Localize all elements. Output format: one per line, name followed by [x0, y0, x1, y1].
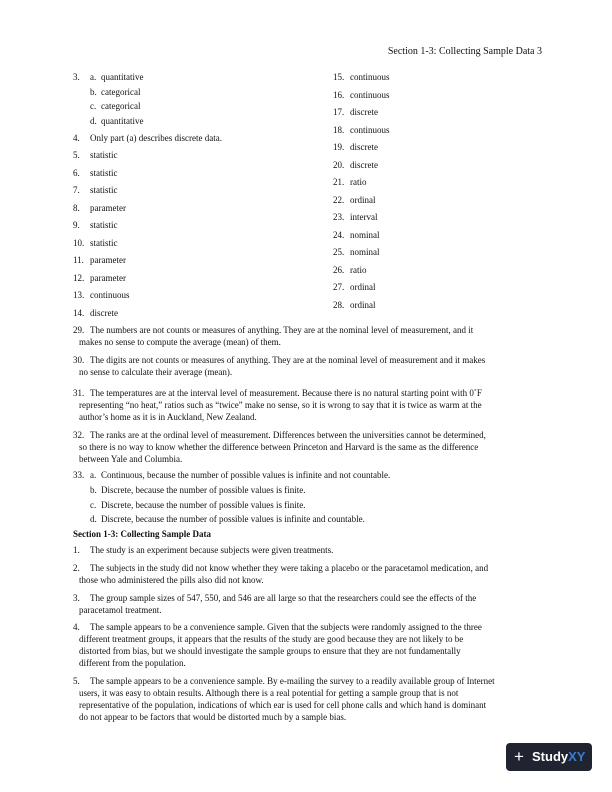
item-number: 15. [333, 72, 345, 82]
item-number: 33. [73, 470, 85, 480]
part-letter: d. [90, 514, 97, 524]
item-number: 16. [333, 90, 345, 100]
studyxy-logo [506, 743, 592, 771]
part-letter: c. [90, 101, 97, 111]
item-text: parameter [90, 255, 126, 265]
item-number: 19. [333, 142, 345, 152]
item-text: discrete [90, 308, 118, 318]
running-header: Section 1-3: Collecting Sample Data 3 [387, 46, 542, 57]
item-text: continuous [350, 72, 390, 82]
part-letter: a. [90, 470, 97, 480]
para-line: different from the population. [79, 658, 186, 668]
item-number: 5. [73, 676, 80, 686]
item-text: ratio [350, 265, 367, 275]
item-text: parameter [90, 273, 126, 283]
para-line: representative of the population, indications of which ear is used for cell phone calls and which hand is dominant [79, 700, 487, 710]
para-line: representing “no heat,” ratios such as “twice” make no sense, so it is wrong to say that it is twice as warm at the [79, 400, 482, 410]
item-number: 6. [73, 168, 80, 178]
para-line: makes no sense to compute the average (mean) of them. [79, 337, 281, 347]
para-line: no sense to calculate their average (mean). [79, 367, 233, 377]
para-line: The sample appears to be a convenience sample. By e-mailing the survey to a readily available group of Internet [90, 676, 495, 686]
para-line: paracetamol treatment. [79, 605, 162, 615]
item-number: 2. [73, 563, 80, 573]
item-number: 17. [333, 107, 345, 117]
item-number: 20. [333, 160, 345, 170]
item-text: parameter [90, 203, 126, 213]
item-number: 30. [73, 355, 85, 365]
part-text: Discrete, because the number of possible values is infinite and countable. [101, 514, 365, 524]
item-number: 8. [73, 203, 80, 213]
item-number: 18. [333, 125, 345, 135]
logo-text [532, 743, 585, 771]
item-text: interval [350, 212, 378, 222]
para-line: do not appear to be factors that would be distorted much by a sample bias. [79, 712, 347, 722]
section-title: Section 1-3: Collecting Sample Data [73, 529, 211, 539]
item-number: 13. [73, 290, 85, 300]
item-text: ordinal [350, 195, 376, 205]
part-text: Discrete, because the number of possible values is finite. [101, 500, 306, 510]
para-line: users, it was easy to obtain results. Although there is a real potential for getting a sample group that is not [79, 688, 459, 698]
para-line: The digits are not counts or measures of anything. They are at the nominal level of measurement and it makes [90, 355, 486, 365]
item-text: nominal [350, 230, 380, 240]
part-text: Continuous, because the number of possible values is infinite and not countable. [101, 470, 391, 480]
item-number: 10. [73, 238, 85, 248]
logo-accent: XY [568, 749, 586, 764]
logo-name: Study [532, 749, 569, 764]
para-line: so there is no way to know whether the difference between Princeton and Harvard is the same as the difference [79, 442, 479, 452]
item-number: 3. [73, 72, 80, 82]
item-number: 31. [73, 388, 85, 398]
item-number: 1. [73, 545, 80, 555]
part-text: categorical [101, 87, 141, 97]
item-text: discrete [350, 142, 378, 152]
para-line: The group sample sizes of 547, 550, and 546 are all large so that the researchers could see the effects of the [90, 593, 477, 603]
item-number: 24. [333, 230, 345, 240]
item-number: 3. [73, 593, 80, 603]
item-number: 26. [333, 265, 345, 275]
item-number: 4. [73, 133, 80, 143]
item-number: 32. [73, 430, 85, 440]
item-text: statistic [90, 150, 118, 160]
item-number: 14. [73, 308, 85, 318]
part-letter: c. [90, 500, 97, 510]
item-text: ratio [350, 177, 367, 187]
item-text: discrete [350, 160, 378, 170]
para-line: The numbers are not counts or measures of anything. They are at the nominal level of measurement, and it [90, 325, 474, 335]
item-text: ordinal [350, 300, 376, 310]
item-number: 29. [73, 325, 85, 335]
part-text: quantitative [101, 72, 144, 82]
item-text: nominal [350, 247, 380, 257]
para-line: The ranks are at the ordinal level of measurement. Differences between the universities cannot be determined, [90, 430, 486, 440]
item-text: continuous [350, 90, 390, 100]
para-line: those who administered the pills also did not know. [79, 575, 264, 585]
item-number: 28. [333, 300, 345, 310]
para-line: distorted from bias, but we should investigate the sample groups to ensure that they are not fundamentally [79, 646, 461, 656]
item-text: statistic [90, 168, 118, 178]
item-text: ordinal [350, 282, 376, 292]
para-line: different treatment groups, it appears that the results of the study are good because they are not likely to be [79, 634, 464, 644]
item-number: 21. [333, 177, 345, 187]
item-number: 23. [333, 212, 345, 222]
para-line: The subjects in the study did not know whether they were taking a placebo or the paracetamol medication, and [90, 563, 489, 573]
part-text: quantitative [101, 116, 144, 126]
item-number: 7. [73, 185, 80, 195]
para-line: The temperatures are at the interval level of measurement. Because there is no natural starting point with 0˚F [90, 388, 482, 398]
item-text: statistic [90, 238, 118, 248]
item-number: 11. [73, 255, 84, 265]
part-text: categorical [101, 101, 141, 111]
part-text: Discrete, because the number of possible values is finite. [101, 485, 306, 495]
item-text: discrete [350, 107, 378, 117]
item-number: 25. [333, 247, 345, 257]
para-line: between Yale and Columbia. [79, 454, 183, 464]
part-letter: b. [90, 485, 97, 495]
item-text: continuous [350, 125, 390, 135]
part-letter: d. [90, 116, 97, 126]
part-letter: a. [90, 72, 97, 82]
item-number: 9. [73, 220, 80, 230]
para-line: author’s home as it is in Auckland, New Zealand. [79, 412, 257, 422]
para-line: The study is an experiment because subjects were given treatments. [90, 545, 334, 555]
item-text: continuous [90, 290, 130, 300]
item-number: 22. [333, 195, 345, 205]
part-letter: b. [90, 87, 97, 97]
item-number: 27. [333, 282, 345, 292]
para-line: The sample appears to be a convenience sample. Given that the subjects were randomly assigned to the three [90, 622, 482, 632]
item-text: statistic [90, 185, 118, 195]
item-text: statistic [90, 220, 118, 230]
plus-icon: + [514, 747, 524, 766]
item-number: 5. [73, 150, 80, 160]
item-text: Only part (a) describes discrete data. [90, 133, 222, 143]
item-number: 4. [73, 622, 80, 632]
item-number: 12. [73, 273, 85, 283]
